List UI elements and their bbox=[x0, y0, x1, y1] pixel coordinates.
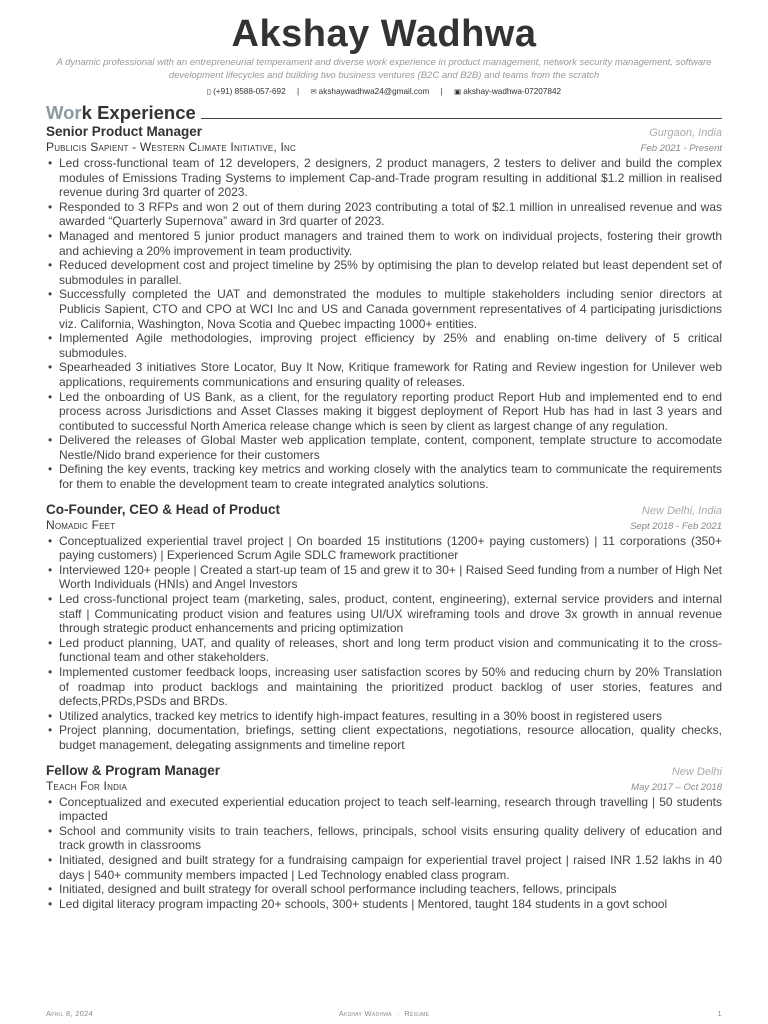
footer-page-number: 1 bbox=[717, 1009, 722, 1018]
job-bullet-list bbox=[46, 795, 722, 912]
list-item: • Interviewed 120+ people | Created a start-up team of 15 and grew it to 30+ | Raised Seed funding from a number of High Net Worth Individuals (HNIs) and Angel Investors bbox=[46, 563, 722, 592]
list-item: • Project planning, documentation, briefings, setting client expectations, negotiations, resource allocation, quality checks, budget management, delegating assignments and timeline report bbox=[46, 723, 722, 752]
list-item: • Reduced development cost and project timeline by 25% by optimising the plan to develop related but least dependent set of submodules in parallel. bbox=[46, 258, 722, 287]
job-header bbox=[46, 123, 722, 140]
phone-icon: ▯ bbox=[206, 87, 212, 96]
resume-page bbox=[46, 12, 722, 911]
list-item: • Initiated, designed and built strategy for overall school performance including teachers, fellows, principals bbox=[46, 882, 722, 897]
email-icon: ✉ bbox=[310, 87, 317, 96]
job-entry bbox=[46, 762, 722, 912]
list-item: • Conceptualized experiential travel project | On boarded 15 institutions (1200+ paying customers) | 11 corporations (350+ paying customers) | Experienced Scrum Agile SDLC framework practitioner bbox=[46, 534, 722, 563]
job-title: Co-Founder, CEO & Head of Product bbox=[46, 501, 281, 517]
list-item: • Led product planning, UAT, and quality of releases, short and long term product vision and communicating it to the cross-functional team and other stakeholders. bbox=[46, 636, 722, 665]
contact-separator: | bbox=[296, 87, 300, 96]
job-header bbox=[46, 762, 722, 779]
job-organization: Nomadic Feet bbox=[46, 517, 116, 532]
list-item: • Led digital literacy program impacting 20+ schools, 300+ students | Mentored, taught 184 students in a govt school bbox=[46, 897, 722, 912]
list-item: • Led cross-functional project team (marketing, sales, product, content, engineering), external service providers and internal staff | Communicating product vision and features using UI/UX wireframing tools and drove 3x growth in annual revenue through strategic product enhancements and pricing optimization bbox=[46, 592, 722, 636]
list-item: • Led cross-functional team of 12 developers, 2 designers, 2 product managers, 2 testers to deliver and build the complex modules of Emissions Trading Systems to implement Cap-and-Trade program resulting in additional $1.2 million in realised revenue during 3rd quarter of 2023. bbox=[46, 156, 722, 200]
job-location: New Delhi bbox=[671, 765, 722, 778]
job-dates: Sept 2018 - Feb 2021 bbox=[630, 520, 722, 532]
job-subheader bbox=[46, 518, 722, 533]
linkedin-link[interactable]: akshay-wadhwa-07207842 bbox=[463, 87, 562, 96]
section-title: Work Experience bbox=[46, 102, 196, 123]
job-header bbox=[46, 501, 722, 518]
list-item: • Responded to 3 RFPs and won 2 out of them during 2023 contributing a total of $2.1 million in unrealised revenue and was awarded “Quarterly Supernova” award in 3rd quarter of 2023. bbox=[46, 200, 722, 229]
resume-name: Akshay Wadhwa bbox=[231, 13, 537, 55]
job-list bbox=[46, 123, 722, 911]
job-bullet-list bbox=[46, 534, 722, 753]
section-header-work-experience bbox=[46, 101, 722, 123]
footer-center: Akshay Wadhwa · Résumé bbox=[338, 1009, 430, 1018]
list-item: • Conceptualized and executed experiential education project to teach self-learning, research through travelling | 50 students impacted bbox=[46, 795, 722, 824]
job-entry bbox=[46, 501, 722, 753]
job-title: Senior Product Manager bbox=[46, 124, 203, 139]
phone-number: (+91) 8588-057-692 bbox=[213, 87, 286, 96]
email-link[interactable]: akshaywadhwa24@gmail.com bbox=[318, 87, 430, 96]
page-footer bbox=[46, 1009, 722, 1018]
job-organization: Publicis Sapient - Western Climate Initiative, Inc bbox=[46, 140, 296, 154]
section-divider bbox=[201, 118, 722, 119]
job-dates: Feb 2021 - Present bbox=[640, 143, 722, 154]
list-item: • Utilized analytics, tracked key metrics to identify high-impact features, resulting in a 30% boost in registered users bbox=[46, 709, 722, 724]
list-item: • Initiated, designed and built strategy for a fundraising campaign for experiential travel project | raised INR 1.52 lakhs in 40 days | 540+ community members impacted | Led Technology enabled class program. bbox=[46, 853, 722, 882]
list-item: • Implemented Agile methodologies, improving project efficiency by 25% and enabling on-time delivery of 5 critical submodules. bbox=[46, 331, 722, 360]
footer-date: April 8, 2024 bbox=[46, 1009, 94, 1018]
list-item: • School and community visits to train teachers, fellows, principals, school visits ensuring quality delivery of education and track growth in classrooms bbox=[46, 824, 722, 853]
job-organization: Teach For India bbox=[46, 778, 128, 793]
job-location: Gurgaon, India bbox=[649, 127, 722, 139]
job-subheader bbox=[46, 779, 722, 794]
job-title: Fellow & Program Manager bbox=[46, 762, 221, 778]
list-item: • Delivered the releases of Global Master web application template, content, component, template structure to accomodate Nestle/Nido brand experience for their customers bbox=[46, 433, 722, 462]
list-item: • Successfully completed the UAT and demonstrated the modules to multiple stakeholders including senior directors at Publicis Sapient, CTO and CPO at WCI Inc and US and Canada government representatives of 4 participating jurisdictions viz. California, Washington, Nova Scotia and Quebec impacting 1000+ entities. bbox=[46, 287, 722, 331]
job-subheader bbox=[46, 140, 722, 155]
resume-tagline: A dynamic professional with an entrepreneurial temperament and diverse work experience in product management, network security management, software development lifecycles and building two business ventures (B2C and B2B) and teams from the scratch bbox=[56, 57, 712, 81]
list-item: • Defining the key events, tracking key metrics and working closely with the analytics team to communicate the requirements for them to enable the development team to create integrated analytics solutions. bbox=[46, 462, 722, 491]
contact-line bbox=[46, 86, 722, 98]
job-location: New Delhi, India bbox=[641, 504, 722, 517]
job-bullet-list bbox=[46, 156, 722, 492]
linkedin-icon: ▣ bbox=[454, 87, 462, 96]
list-item: • Led the onboarding of US Bank, as a client, for the regulatory reporting product Report Hub and implemented end to end process across Jurisdictions and Asset Classes making it biggest deployment of Report Hub has had in last 3 years and contibuted to successful North America release change which is seen by client as largest change of any regulation. bbox=[46, 390, 722, 434]
job-dates: May 2017 – Oct 2018 bbox=[631, 781, 722, 793]
list-item: • Managed and mentored 5 junior product managers and trained them to work on individual projects, fostering their growth and achieving a 20% improvement in team productivity. bbox=[46, 229, 722, 258]
list-item: • Spearheaded 3 initiatives Store Locator, Buy It Now, Kritique framework for Rating and Review ingestion for Unilever web applications, requirements communications and ensuring quality of releases. bbox=[46, 360, 722, 389]
list-item: • Implemented customer feedback loops, increasing user satisfaction scores by 50% and reducing churn by 20% Translation of roadmap into product backlogs and maintaining the prioritized product backlog of user stories, features and defects,PRDs,PSDs and BRDs. bbox=[46, 665, 722, 709]
contact-separator: | bbox=[440, 87, 443, 96]
job-entry bbox=[46, 123, 722, 492]
